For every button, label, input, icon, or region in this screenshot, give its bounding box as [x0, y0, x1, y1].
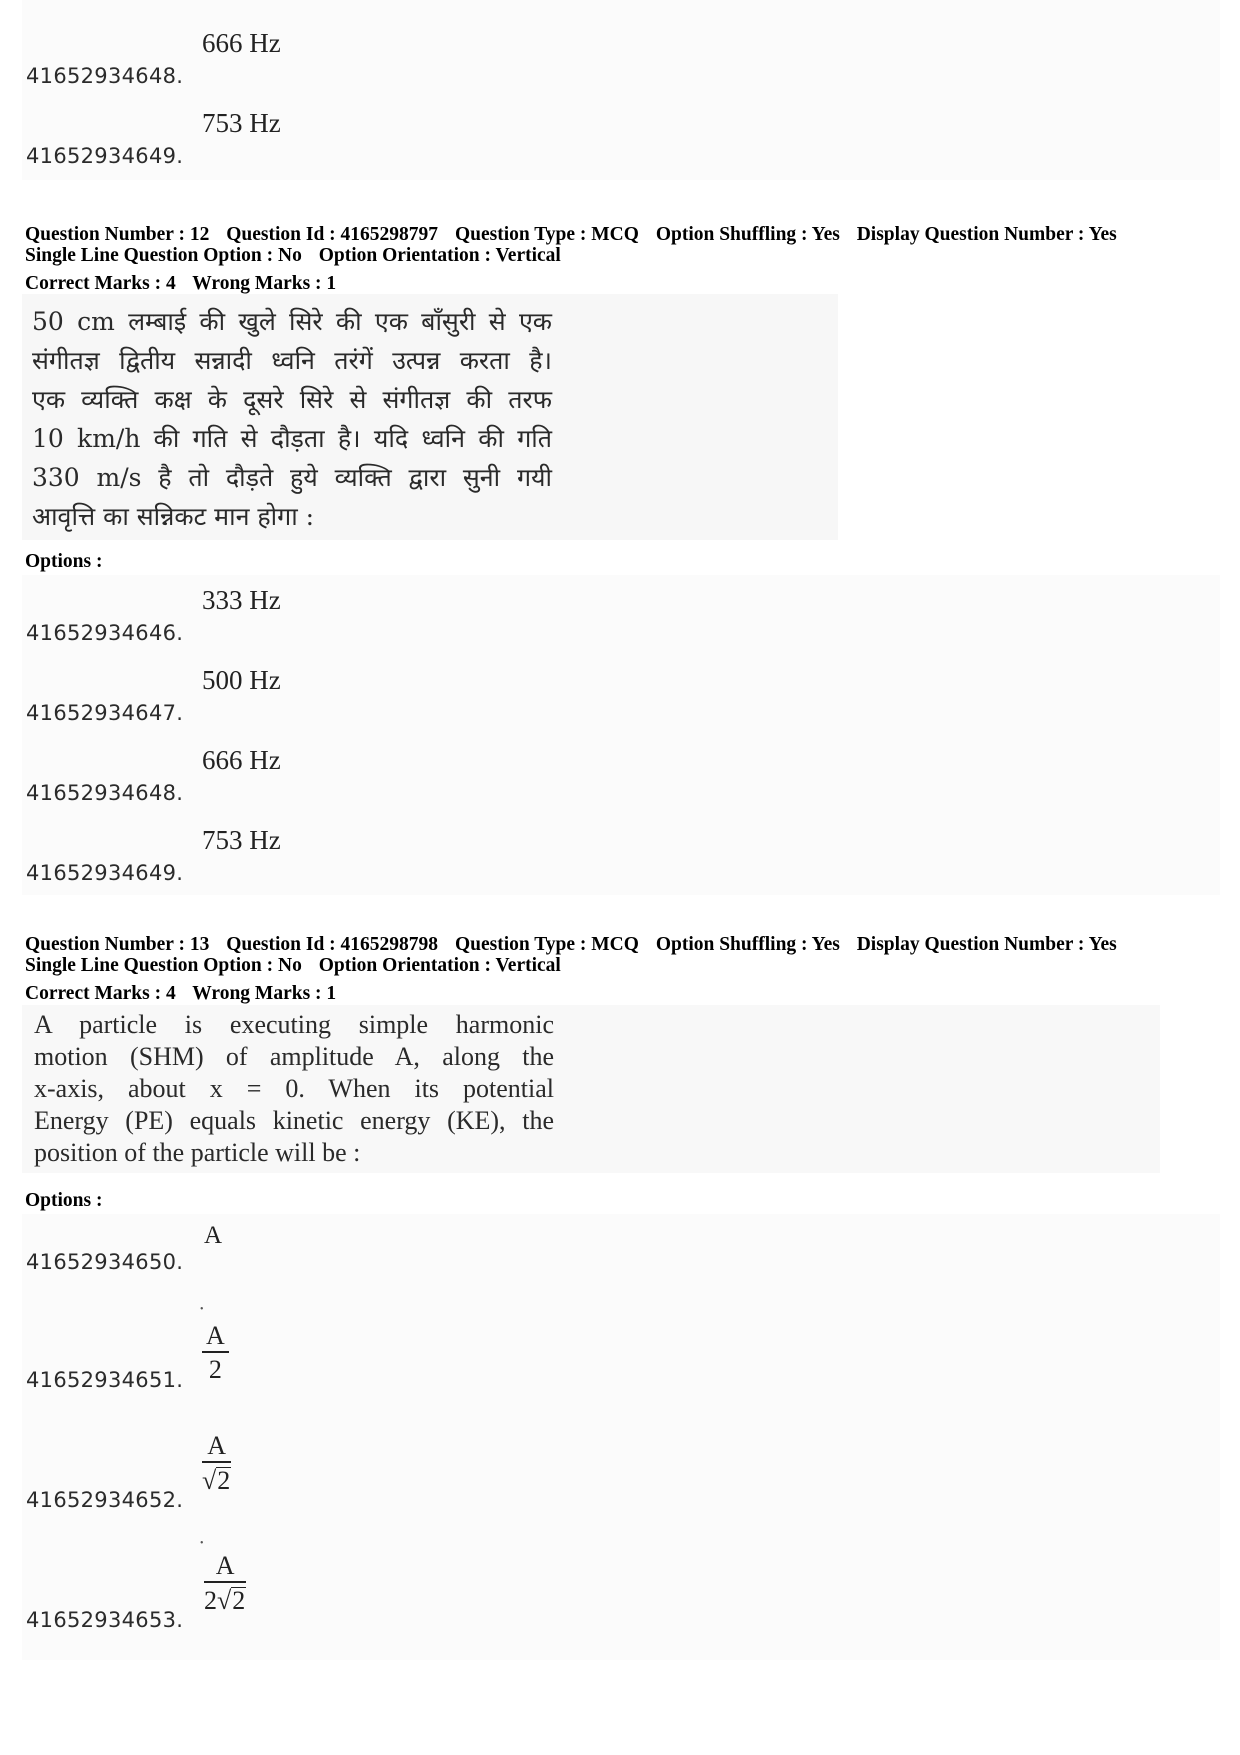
- option-row: [22, 1538, 1220, 1632]
- correct-marks: Correct Marks : 4: [25, 273, 176, 294]
- question-line: संगीतज्ञ द्वितीय सन्नादी ध्वनि तरंगें उत्पन्न करता है।: [32, 346, 552, 375]
- option-orientation: Option Orientation : Vertical: [318, 955, 561, 976]
- option-value: 500 Hz: [202, 665, 281, 695]
- option-id: 41652934647.: [26, 701, 184, 725]
- option-value: 333 Hz: [202, 585, 281, 615]
- question-number: Question Number : 12: [25, 224, 210, 245]
- option-row: [22, 1222, 1220, 1274]
- fraction: [202, 1323, 229, 1383]
- question-line: 10 km/h की गति से दौड़ता है। यदि ध्वनि की गति: [32, 424, 552, 453]
- question-type: Question Type : MCQ: [454, 224, 639, 245]
- question-line: एक व्यक्ति कक्ष के दूसरे सिरे से संगीतज्ञ की तरफ: [32, 385, 552, 414]
- option-value: [202, 1430, 231, 1494]
- option-id: 41652934652.: [26, 1488, 184, 1512]
- question-line: position of the particle will be :: [34, 1138, 361, 1167]
- q13-meta-line1: [25, 934, 1129, 955]
- option-numerator: A: [206, 1321, 225, 1350]
- option-value: 753 Hz: [202, 825, 281, 855]
- display-question-number: Display Question Number : Yes: [856, 934, 1117, 955]
- q12-meta-line1: [25, 224, 1129, 245]
- top-options-block: [22, 0, 1220, 180]
- q13-options-label: Options :: [25, 1190, 103, 1211]
- question-line: आवृत्ति का सन्निकट मान होगा :: [32, 502, 315, 531]
- option-value: 753 Hz: [202, 108, 281, 138]
- question-line: 330 m/s है तो दौड़ते हुये व्यक्ति द्वारा सुनी गयी: [32, 463, 552, 492]
- option-id: 41652934650.: [26, 1250, 184, 1274]
- option-value: [204, 1550, 246, 1614]
- option-id: 41652934646.: [26, 621, 184, 645]
- option-id: 41652934649.: [26, 861, 184, 885]
- question-number: Question Number : 13: [25, 934, 210, 955]
- question-id: Question Id : 4165298798: [226, 934, 439, 955]
- wrong-marks: Wrong Marks : 1: [192, 273, 337, 294]
- question-line: motion (SHM) of amplitude A, along the: [34, 1042, 554, 1071]
- option-numerator: A: [207, 1431, 227, 1460]
- option-shuffling: Option Shuffling : Yes: [655, 934, 840, 955]
- option-id: 41652934648.: [26, 781, 184, 805]
- question-line: x-axis, about x = 0. When its potential: [34, 1074, 554, 1103]
- option-id: 41652934649.: [26, 144, 184, 168]
- option-row: [22, 585, 1220, 645]
- question-line: Energy (PE) equals kinetic energy (KE), the: [34, 1106, 554, 1135]
- q13-question-text: [22, 1005, 1160, 1173]
- radical-sign: √: [202, 1465, 217, 1495]
- option-value: 666 Hz: [202, 745, 281, 775]
- single-line-option: Single Line Question Option : No: [25, 955, 302, 976]
- question-type: Question Type : MCQ: [454, 934, 639, 955]
- radicand: 2: [217, 1465, 231, 1495]
- q12-question-text: [22, 294, 838, 540]
- single-line-option: Single Line Question Option : No: [25, 245, 302, 266]
- option-id: 41652934651.: [26, 1368, 184, 1392]
- wrong-marks: Wrong Marks : 1: [192, 983, 337, 1004]
- denominator-coefficient: 2: [204, 1585, 217, 1615]
- option-row: [22, 1422, 1220, 1512]
- option-row: [22, 108, 1220, 168]
- q13-options-block: [22, 1214, 1220, 1660]
- option-row: [22, 745, 1220, 805]
- fraction: [204, 1553, 246, 1614]
- option-row: [22, 28, 1220, 88]
- option-orientation: Option Orientation : Vertical: [318, 245, 561, 266]
- option-id: 41652934648.: [26, 64, 184, 88]
- option-row: [22, 825, 1220, 885]
- question-id: Question Id : 4165298797: [226, 224, 439, 245]
- option-numerator: A: [215, 1551, 235, 1580]
- q12-options-block: [22, 575, 1220, 895]
- option-id: 41652934653.: [26, 1608, 184, 1632]
- option-shuffling: Option Shuffling : Yes: [655, 224, 840, 245]
- option-value: [204, 1222, 222, 1250]
- option-denominator: [202, 1463, 231, 1494]
- fraction: [202, 1433, 231, 1494]
- question-line: 50 cm लम्बाई की खुले सिरे की एक बाँसुरी से एक: [32, 307, 552, 336]
- q12-marks: [25, 273, 348, 294]
- display-question-number: Display Question Number : Yes: [856, 224, 1117, 245]
- option-value: 666 Hz: [202, 28, 281, 58]
- option-denominator: [204, 1583, 246, 1614]
- square-root: [217, 1587, 246, 1614]
- q12-meta-line2: [25, 245, 573, 266]
- bullet-dot: •: [200, 1538, 204, 1549]
- bullet-dot: •: [200, 1304, 204, 1315]
- radical-sign: √: [217, 1585, 232, 1615]
- option-row: [22, 665, 1220, 725]
- question-line: A particle is executing simple harmonic: [34, 1010, 554, 1039]
- q12-options-label: Options :: [25, 551, 103, 572]
- correct-marks: Correct Marks : 4: [25, 983, 176, 1004]
- q13-marks: [25, 983, 348, 1004]
- option-row: [22, 1306, 1220, 1392]
- radicand: 2: [232, 1585, 246, 1615]
- option-denominator: 2: [208, 1354, 222, 1384]
- option-value: [202, 1320, 229, 1383]
- option-numerator: A: [204, 1222, 223, 1249]
- square-root: [202, 1467, 231, 1494]
- q13-meta-line2: [25, 955, 573, 976]
